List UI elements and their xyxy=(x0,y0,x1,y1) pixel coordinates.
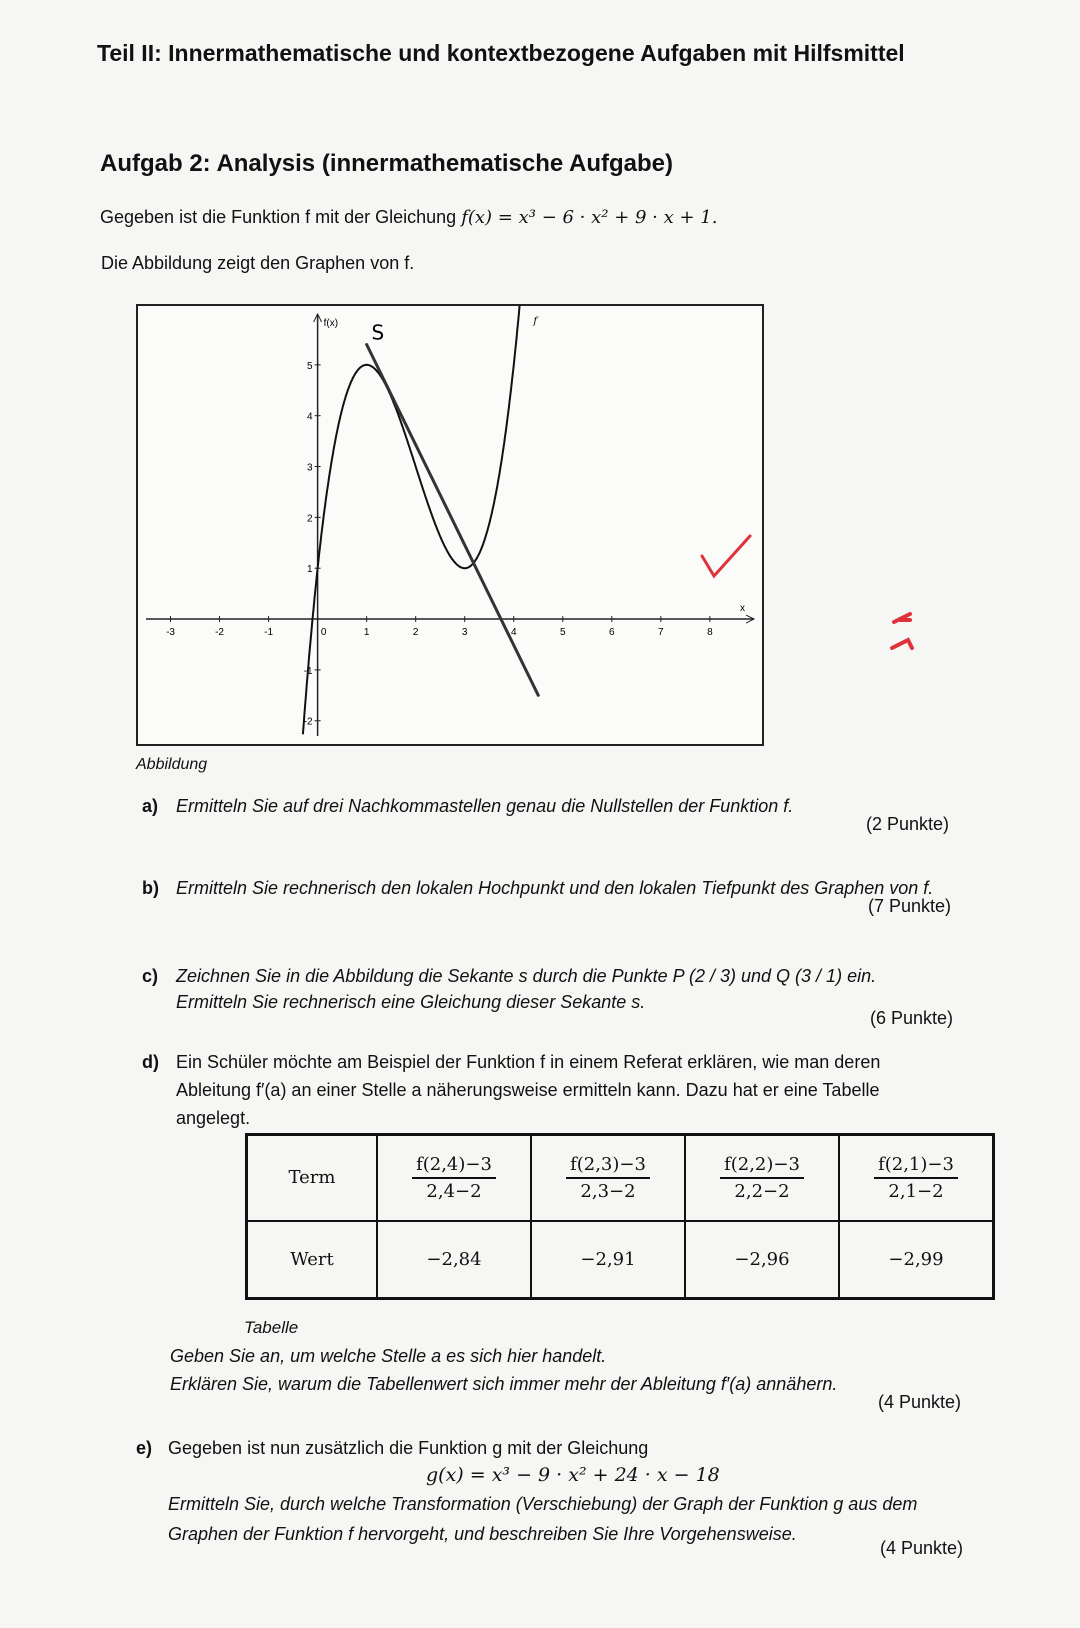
row-label-wert: Wert xyxy=(247,1221,378,1299)
question-e-line3: Graphen der Funktion f hervorgeht, und beschreiben Sie Ihre Vorgehensweise. xyxy=(168,1524,797,1544)
question-e-points: (4 Punkte) xyxy=(880,1538,964,1558)
y-tick-label: -2 xyxy=(303,716,313,728)
series-line-s xyxy=(367,345,539,696)
x-tick-label: -1 xyxy=(264,627,274,639)
x-tick-label: -3 xyxy=(166,627,175,639)
intro-text: Gegeben ist die Funktion f mit der Gleichung xyxy=(100,207,457,227)
fraction xyxy=(720,1154,804,1202)
x-tick-label: 0 xyxy=(320,627,327,639)
question-a-points: (2 Punkte) xyxy=(866,814,950,834)
y-tick-label: 1 xyxy=(307,564,313,576)
table-cell xyxy=(685,1135,839,1221)
x-tick-label: 5 xyxy=(559,627,566,639)
fraction-denominator: 2,3−2 xyxy=(580,1180,636,1202)
task-heading: Aufgab 2: Analysis (innermathematische Aufgabe) xyxy=(100,150,673,177)
y-tick-label: 4 xyxy=(307,411,313,423)
question-c-line1: Zeichnen Sie in die Abbildung die Sekante s durch die Punkte P (2 / 3) und Q (3 / 1) ein. xyxy=(176,966,877,986)
table-cell xyxy=(839,1135,994,1221)
fraction xyxy=(412,1154,496,1202)
fraction-numerator: f(2,2)−3 xyxy=(720,1154,804,1179)
fraction xyxy=(874,1154,958,1202)
intro-line xyxy=(100,207,717,228)
graph-text: Die Abbildung zeigt den Graphen von f. xyxy=(101,253,415,273)
question-d-after1: Geben Sie an, um welche Stelle a es sich hier handelt. xyxy=(170,1346,607,1366)
table-caption: Tabelle xyxy=(244,1318,299,1337)
question-b-points: (7 Punkte) xyxy=(868,896,952,916)
fraction-numerator: f(2,3)−3 xyxy=(566,1154,650,1179)
figure-caption: Abbildung xyxy=(136,756,208,773)
question-e-line1: Gegeben ist nun zusätzlich die Funktion g mit der Gleichung xyxy=(168,1438,649,1458)
table-row-term xyxy=(247,1135,994,1221)
x-tick-label: 8 xyxy=(707,627,713,639)
page-title: Teil II: Innermathematische und kontextbezogene Aufgaben mit Hilfsmittel xyxy=(97,40,905,66)
x-tick-label: 7 xyxy=(658,627,664,639)
question-a xyxy=(142,796,793,817)
x-tick-label: 3 xyxy=(461,627,468,639)
series-label-s: S xyxy=(371,320,385,345)
question-d-line1: Ein Schüler möchte am Beispiel der Funktion f in einem Referat erklären, wie man deren xyxy=(176,1052,881,1072)
table-cell-value: −2,96 xyxy=(685,1221,839,1299)
question-e-formula: g(x) = x³ − 9 · x² + 24 · x − 18 xyxy=(426,1464,720,1486)
question-c-points: (6 Punkte) xyxy=(870,1008,954,1028)
x-tick-label: -2 xyxy=(215,627,225,639)
intro-formula: f(x) = x³ − 6 · x² + 9 · x + 1. xyxy=(461,207,718,228)
question-a-text: Ermitteln Sie auf drei Nachkommastellen genau die Nullstellen der Funktion f. xyxy=(176,796,794,816)
question-c-label: c) xyxy=(142,966,159,986)
question-e xyxy=(136,1438,648,1459)
question-a-label: a) xyxy=(142,796,159,816)
fraction-numerator: f(2,1)−3 xyxy=(874,1154,958,1179)
question-d xyxy=(142,1052,880,1073)
y-tick-label: -1 xyxy=(303,665,313,677)
question-b-text: Ermitteln Sie rechnerisch den lokalen Hochpunkt und den lokalen Tiefpunkt des Graphen von f. xyxy=(176,878,934,898)
question-e-label: e) xyxy=(136,1438,153,1458)
x-tick-label: 1 xyxy=(363,627,370,639)
table-cell xyxy=(531,1135,685,1221)
difference-quotient-table xyxy=(245,1133,995,1300)
question-b-label: b) xyxy=(142,878,159,898)
x-tick-label: 4 xyxy=(510,627,517,639)
series-label-f: f xyxy=(533,316,538,327)
y-tick-label: 5 xyxy=(307,360,313,372)
graph-svg xyxy=(138,306,762,744)
table-cell-value: −2,84 xyxy=(377,1221,531,1299)
series-line-f xyxy=(303,306,534,734)
function-graph xyxy=(136,304,764,746)
question-d-label: d) xyxy=(142,1052,159,1072)
y-tick-label: 2 xyxy=(307,513,313,525)
table-cell xyxy=(377,1135,531,1221)
x-tick-label: 2 xyxy=(412,627,419,639)
row-label-term: Term xyxy=(247,1135,378,1221)
question-c xyxy=(142,966,876,987)
fraction xyxy=(566,1154,650,1202)
y-tick-label: 3 xyxy=(307,462,313,474)
fraction-denominator: 2,1−2 xyxy=(888,1180,944,1202)
check-mark-icon xyxy=(696,532,756,582)
question-d-line3: angelegt. xyxy=(176,1108,251,1128)
question-b xyxy=(142,878,933,899)
fraction-numerator: f(2,4)−3 xyxy=(412,1154,496,1179)
fraction-denominator: 2,4−2 xyxy=(426,1180,482,1202)
red-mark-icon xyxy=(888,608,928,658)
question-d-line2: Ableitung f′(a) an einer Stelle a näherungsweise ermitteln kann. Dazu hat er eine Tabelle xyxy=(176,1080,880,1100)
table-row-wert xyxy=(247,1221,994,1299)
table-cell-value: −2,99 xyxy=(839,1221,994,1299)
question-c-line2: Ermitteln Sie rechnerisch eine Gleichung dieser Sekante s. xyxy=(176,992,646,1012)
question-d-points: (4 Punkte) xyxy=(878,1392,962,1412)
x-axis-label: x xyxy=(740,603,745,615)
x-tick-label: 6 xyxy=(609,627,615,639)
table-cell-value: −2,91 xyxy=(531,1221,685,1299)
fraction-denominator: 2,2−2 xyxy=(734,1180,790,1202)
question-d-after2: Erklären Sie, warum die Tabellenwert sich immer mehr der Ableitung f′(a) annähern. xyxy=(170,1374,838,1394)
question-e-line2: Ermitteln Sie, durch welche Transformation (Verschiebung) der Graph der Funktion g aus dem xyxy=(168,1494,918,1514)
y-axis-label: f(x) xyxy=(323,318,339,329)
